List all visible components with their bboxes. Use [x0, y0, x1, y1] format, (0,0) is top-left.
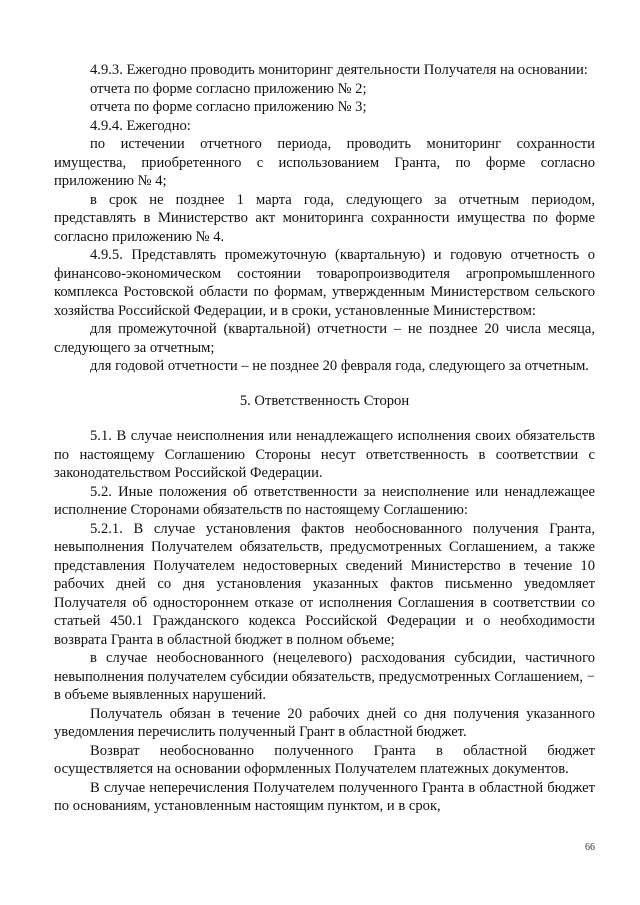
paragraph-4-9-5: 4.9.5. Представлять промежуточную (квартальную) и годовую отчетность о финансово-экономическом состоянии товаропроизводителя агропромышленного комплекса Ростовской области по формам, утвержденным Министерством сельского хозяйства Российской Федерации, и в сроки, установленные Министерством:: [54, 247, 595, 319]
paragraph-4-9-4: 4.9.4. Ежегодно:: [90, 117, 191, 134]
list-item-monitoring-property: по истечении отчетного периода, проводить мониторинг сохранности имущества, приобретенного с использованием Гранта, по форме согласно приложению № 4;: [54, 136, 595, 189]
paragraph-return-procedure: Возврат необоснованно полученного Гранта в областной бюджет осуществляется на основании оформленных Получателем платежных документов.: [54, 742, 595, 777]
paragraph-5-2: 5.2. Иные положения об ответственности за неисполнение или ненадлежащее исполнение Сторонами обязательств по настоящему Соглашению:: [54, 483, 595, 518]
list-item-quarterly-reporting: для промежуточной (квартальной) отчетности – не позднее 20 числа месяца, следующего за отчетным;: [54, 321, 595, 356]
paragraph-4-9-3: 4.9.3. Ежегодно проводить мониторинг деятельности Получателя на основании:: [90, 62, 588, 78]
list-item-appendix-3: отчета по форме согласно приложению № 3;: [90, 99, 367, 115]
paragraph-misuse-subsidy: в случае необоснованного (нецелевого) расходования субсидии, частичного невыполнения получателем субсидии обязательств, предусмотренных Соглашением, − в объеме выявленных нарушений.: [54, 650, 595, 703]
paragraph-5-1: 5.1. В случае неисполнения или ненадлежащего исполнения своих обязательств по настоящему Соглашению Стороны несут ответственность в соответствии с законодательством Российской Федерации.: [54, 428, 595, 481]
paragraph-5-2-1: 5.2.1. В случае установления фактов необоснованного получения Гранта, невыполнения Получателем обязательств, предусмотренных Соглашением, а также представления Получателем недостоверных сведений Министерство в течение 10 рабочих дней со дня установления указанных фактов письменно уведомляет Получателя об одностороннем отказе от исполнения Соглашения в соответствии со статьей 450.1 Гражданского кодекса Российской Федерации и о необходимости возврата Гранта в областной бюджет в полном объеме;: [54, 520, 595, 648]
page-number: 66: [585, 842, 595, 853]
list-item-monitoring-deadline: в срок не позднее 1 марта года, следующего за отчетным периодом, представлять в Министерство акт мониторинга сохранности имущества по форме согласно приложению № 4.: [54, 191, 595, 245]
section-heading: 5. Ответственность Сторон: [239, 392, 410, 409]
document-body: [54, 61, 595, 816]
paragraph-return-obligation: Получатель обязан в течение 20 рабочих дней со дня получения указанного уведомления перечислить полученный Грант в областной бюджет.: [54, 705, 595, 740]
list-item-annual-reporting: для годовой отчетности – не позднее 20 февраля года, следующего за отчетным.: [90, 358, 589, 374]
list-item-appendix-2: отчета по форме согласно приложению № 2;: [90, 80, 367, 97]
paragraph-non-transfer: В случае неперечисления Получателем полученного Гранта в областной бюджет по основаниям, установленным настоящим пунктом, и в срок,: [54, 779, 595, 814]
